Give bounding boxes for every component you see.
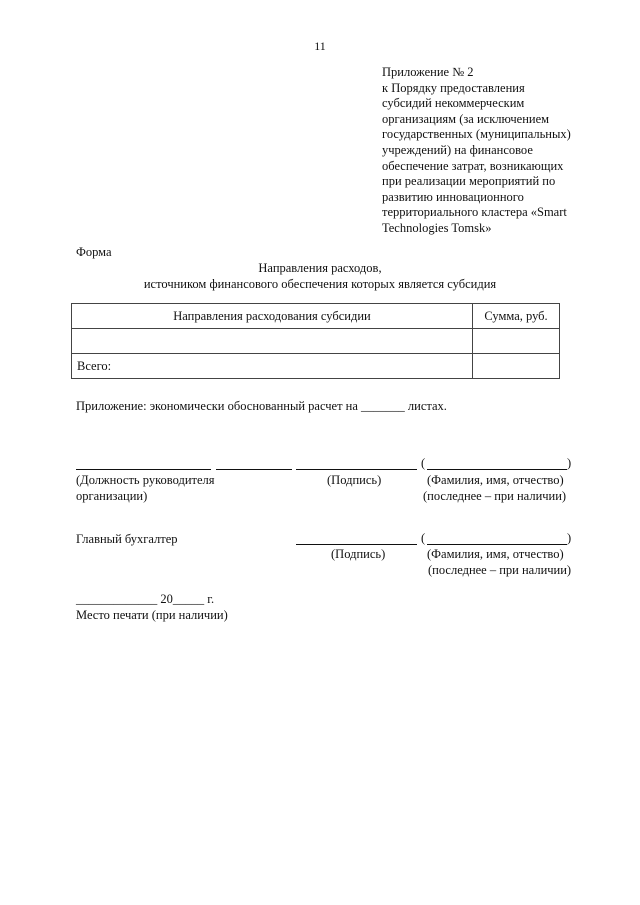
- name-line[interactable]: [427, 469, 567, 470]
- header-directions: Направления расходования субсидии: [72, 304, 473, 329]
- appendix-line: при реализации мероприятий по: [382, 174, 556, 189]
- appendix-line: территориального кластера «Smart: [382, 205, 567, 220]
- appendix-line: к Порядку предоставления: [382, 80, 525, 95]
- signature-label: (Подпись): [327, 473, 382, 487]
- title-line-1: Направления расходов,: [258, 261, 382, 275]
- accountant-signature-line[interactable]: [296, 544, 417, 545]
- accountant-name-label-1: (Фамилия, имя, отчество): [427, 547, 564, 561]
- position-label-1: (Должность руководителя: [76, 473, 215, 487]
- appendix-line: субсидий некоммерческим: [382, 96, 525, 111]
- accountant-name-line[interactable]: [427, 544, 567, 545]
- accountant-name-open-paren: (: [421, 531, 426, 545]
- name-open-paren: (: [421, 456, 426, 470]
- appendix-line: обеспечение затрат, возникающих: [382, 158, 564, 173]
- name-label-2: (последнее – при наличии): [423, 489, 567, 503]
- total-value[interactable]: [473, 354, 560, 379]
- table-header-row: [72, 304, 560, 329]
- table-total-row: [72, 354, 560, 379]
- date-line[interactable]: _____________ 20_____ г.: [76, 592, 215, 606]
- name-label-1: (Фамилия, имя, отчество): [427, 473, 564, 487]
- expenses-table: [71, 303, 560, 379]
- title-line-2: источником финансового обеспечения которых является субсидия: [143, 276, 497, 291]
- position-line[interactable]: [76, 469, 211, 470]
- appendix-line: Приложение № 2: [382, 65, 474, 79]
- position-label-2: организации): [76, 489, 148, 503]
- appendix-heading: [382, 65, 592, 237]
- appendix-line: Technologies Tomsk»: [382, 220, 492, 235]
- accountant-signature-label: (Подпись): [331, 547, 386, 561]
- chief-accountant-label: Главный бухгалтер: [76, 532, 178, 546]
- table-row: [72, 329, 560, 354]
- total-label: Всего:: [72, 354, 473, 379]
- attachment-note: Приложение: экономически обоснованный расчет на _______ листах.: [76, 399, 447, 413]
- appendix-line: организациям (за исключением: [382, 111, 550, 126]
- appendix-line: государственных (муниципальных): [382, 127, 571, 142]
- form-label: Форма: [76, 245, 112, 259]
- signature-line[interactable]: [296, 469, 417, 470]
- appendix-line: учреждений) на финансовое: [382, 142, 533, 157]
- table-cell[interactable]: [473, 329, 560, 354]
- page-number: 11: [314, 39, 326, 53]
- position-line-2[interactable]: [216, 469, 292, 470]
- accountant-name-close-paren: ): [567, 531, 572, 545]
- document-title: [0, 261, 640, 292]
- table-cell[interactable]: [72, 329, 473, 354]
- seal-place: Место печати (при наличии): [76, 608, 228, 622]
- name-close-paren: ): [567, 456, 572, 470]
- appendix-line: развитию инновационного: [382, 189, 524, 204]
- header-sum: Сумма, руб.: [473, 304, 560, 329]
- accountant-name-label-2: (последнее – при наличии): [428, 563, 572, 577]
